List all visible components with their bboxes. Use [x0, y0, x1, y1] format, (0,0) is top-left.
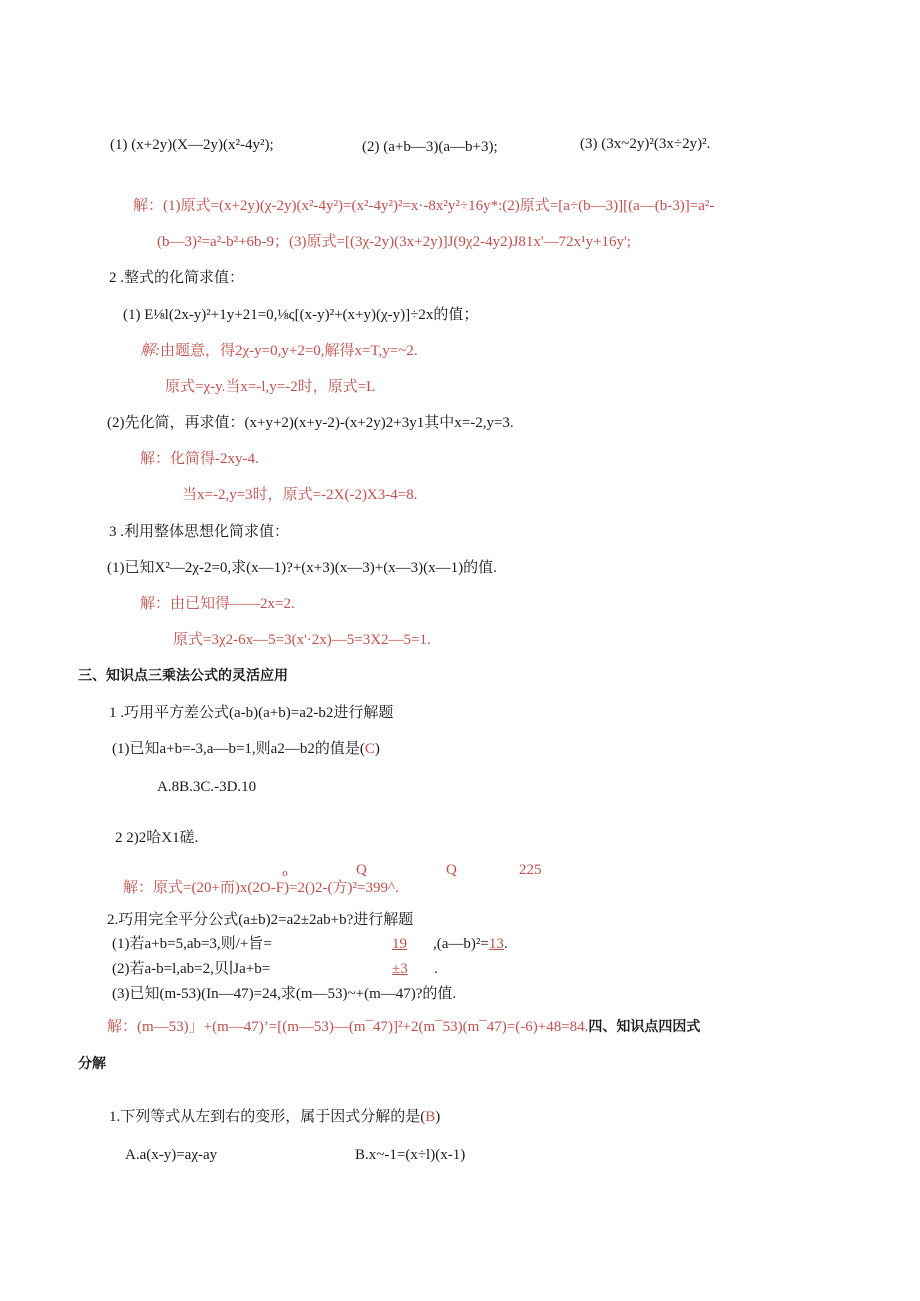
part-3-item-2: 2.巧用完全平分公式(a±b)2=a2±2ab+b?进行解题 [107, 912, 414, 928]
answer-text: 由题意，得2χ-y=0,y+2=0,解得x=T,y=~2. [160, 343, 418, 359]
option-b: B.x~-1=(x÷l)(x-1) [355, 1147, 466, 1163]
problem-1-1: (1) (x+2y)(X—2y)(x²-4y²); [110, 137, 274, 153]
fill-in-2-answer: ±3 [392, 961, 408, 977]
section-2-heading: 2 .整式的化简求值： [109, 270, 245, 286]
part-3-item-1: 1 .巧用平方差公式(a-b)(a+b)=a2-b2进行解题 [109, 705, 394, 721]
answer-choice: B [425, 1109, 436, 1125]
fill-in-1-end: . [503, 936, 508, 952]
part-3-question-3: (3)已知(m-53)(In—47)=24,求(m—53)~+(m—47)?的值. [112, 986, 457, 1002]
section-2-answer-2-line-1: 解：化简得-2xy-4. [140, 451, 259, 467]
part-3-answer-2: 解：原式=(20+而)x(2O-F)=2()2-(方)²=399^. [123, 880, 399, 896]
section-2-answer-1-line-2: 原式=χ-y.当x=-l,y=-2时，原式=L [165, 379, 376, 395]
part-3-question-2: 2 2)2哈X1磋. [115, 830, 199, 846]
mark-1: ℴ [282, 864, 289, 879]
part-3-question-1 [112, 740, 380, 758]
fill-in-2: (2)若a-b=l,ab=2,贝∣Ja+b= [112, 961, 271, 977]
answer-label: 解: [140, 343, 160, 359]
problem-1-2: (2) (a+b—3)(a—b+3); [362, 139, 498, 155]
mark-2: Q [356, 862, 367, 878]
question-text: 1.下列等式从左到右的变形，属于因式分解的是( [109, 1109, 426, 1125]
section-3-question-1: (1)已知X²—2χ-2=0,求(x—1)?+(x+3)(x—3)+(x—3)(x—1)的值. [107, 560, 497, 576]
answer-choice: C [364, 741, 375, 757]
section-2-question-1: (1) E⅛l(2x-y)²+1y+21=0,⅛ς[(x-y)²+(x+y)(χ-y)]÷2x的值； [123, 307, 479, 323]
part-4-question-1 [109, 1108, 440, 1126]
section-3-heading: 3 .利用整体思想化简求值： [109, 524, 290, 540]
fill-in-1-mid-text: ,(a—b)²= [433, 936, 489, 952]
question-close: ) [374, 741, 380, 757]
question-text: (1)已知a+b=-3,a—b=1,则a2—b2的值是( [112, 741, 365, 757]
part-4-heading: 四、知识点四因式 [588, 1019, 701, 1035]
part-4-heading-continued: 分解 [78, 1056, 106, 1072]
fill-in-1-middle [433, 935, 508, 953]
fill-in-2-end: . [434, 961, 438, 977]
section-3-answer-line-1: 解：由已知得——2x=2. [140, 596, 295, 612]
problem-1-3: (3) (3x~2y)²(3x÷2y)². [580, 136, 711, 152]
mark-4: 225 [519, 862, 542, 878]
part-3-options: A.8B.3C.-3D.10 [157, 779, 257, 795]
fill-in-1-answer-b: 13 [488, 936, 504, 952]
part-3-heading: 三、知识点三乘法公式的灵活应用 [78, 668, 288, 684]
section-3-answer-line-2: 原式=3χ2-6x—5=3(x'·2x)—5=3X2—5=1. [173, 632, 431, 648]
solution-1-line-2: (b—3)²=a²-b²+6b-9；(3)原式=[(3χ-2y)(3x+2y)]J(9χ2-4y2)J81x'—72x¹y+16y'; [157, 234, 631, 250]
fill-in-1-answer-a: 19 [392, 936, 407, 952]
part-3-answer-3-line [107, 1018, 700, 1036]
option-a: A.a(x-y)=aχ-ay [125, 1147, 218, 1163]
section-2-answer-1 [140, 342, 418, 360]
section-2-question-2: (2)先化简，再求值：(x+y+2)(x+y-2)-(x+2y)2+3y1其中x=-2,y=3. [107, 415, 514, 431]
fill-in-1: (1)若a+b=5,ab=3,则/+旨= [112, 936, 272, 952]
mark-3: Q [446, 862, 457, 878]
question-close: ) [435, 1109, 441, 1125]
part-3-answer-3: 解：(m—53)」+(m—47)’=[(m—53)—(m¯47)]²+2(m¯53)(m¯47)=(-6)+48=84. [107, 1019, 589, 1035]
solution-1-line-1: 解：(1)原式=(x+2y)(χ-2y)(x²-4y²)=(x²-4y²)²=x·-8x²y²÷16y*:(2)原式=[a÷(b—3)][(a—(b-3)]=a²- [133, 198, 715, 214]
section-2-answer-2-line-2: 当x=-2,y=3时，原式=-2X(-2)X3-4=8. [182, 487, 418, 503]
